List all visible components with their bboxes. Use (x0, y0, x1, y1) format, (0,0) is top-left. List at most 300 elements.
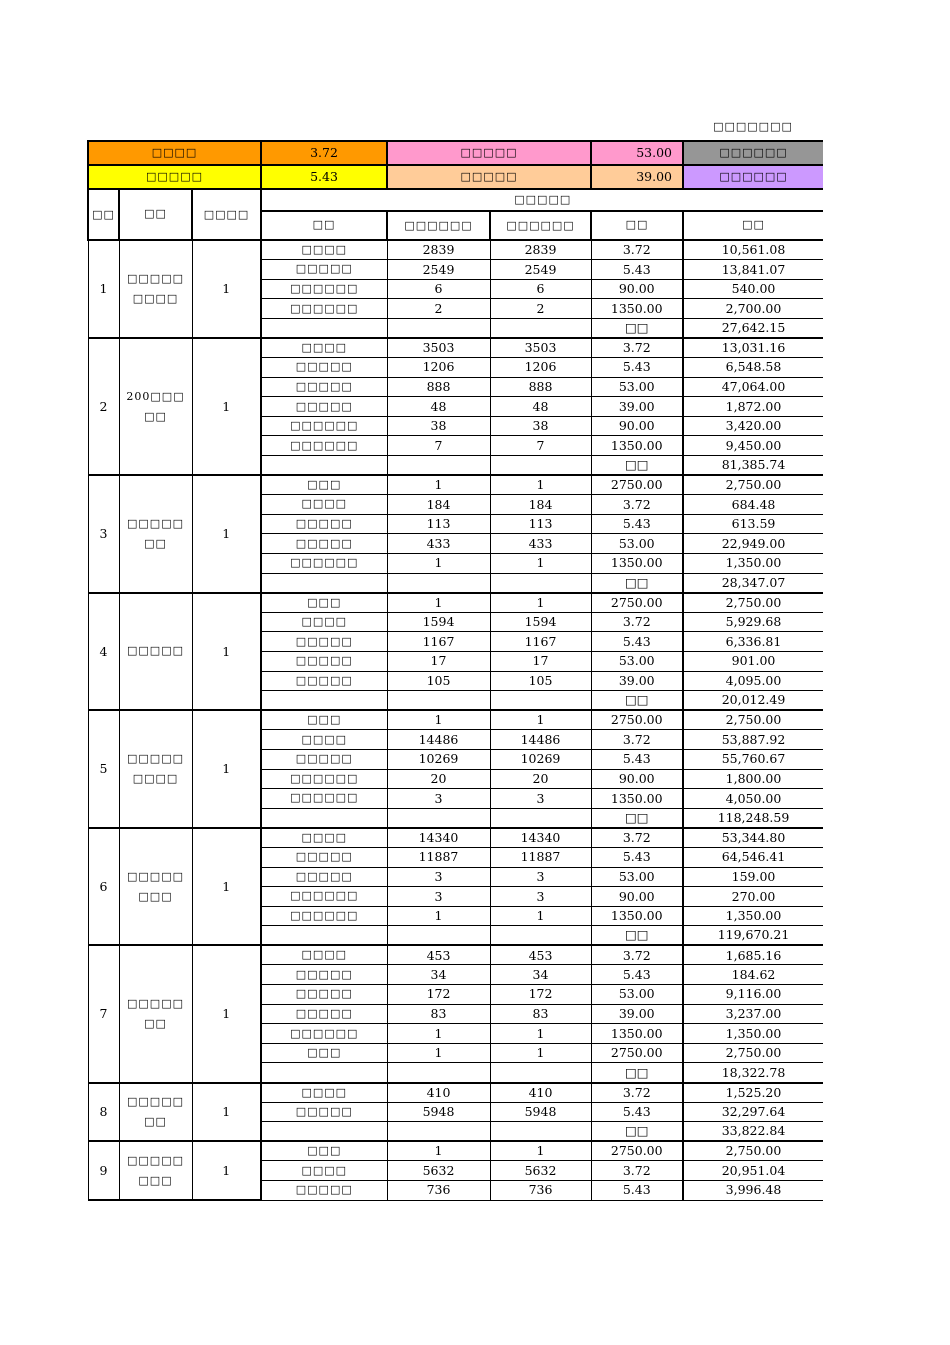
unit-price: 2750.00 (591, 1043, 683, 1063)
item-name (261, 456, 387, 476)
count-a: 7 (387, 436, 490, 456)
count-b: 2549 (490, 260, 591, 280)
unit-price: 5.43 (591, 514, 683, 534)
unit-price: 1350.00 (591, 906, 683, 926)
amount: 22,949.00 (683, 534, 823, 554)
count-b: 5948 (490, 1102, 591, 1122)
count-b (490, 573, 591, 593)
header-qty: □□□□ (192, 189, 261, 240)
item-name: □□□□□□ (261, 299, 387, 319)
amount: 2,700.00 (683, 299, 823, 319)
table-row (88, 338, 823, 358)
count-b: 410 (490, 1083, 591, 1103)
group-qty: 1 (192, 710, 261, 828)
item-name: □□□□□□ (261, 887, 387, 907)
group-qty: 1 (192, 1083, 261, 1142)
header-seq: □□ (88, 189, 119, 240)
unit-price: □□ (591, 1122, 683, 1142)
amount: 47,064.00 (683, 377, 823, 397)
amount: 18,322.78 (683, 1063, 823, 1083)
header-item: □□ (261, 211, 387, 240)
amount: 184.62 (683, 965, 823, 985)
item-name (261, 318, 387, 338)
count-b: 2 (490, 299, 591, 319)
amount: 9,116.00 (683, 985, 823, 1005)
group-qty: 1 (192, 828, 261, 946)
count-b (490, 456, 591, 476)
count-b: 2839 (490, 240, 591, 260)
group-number: 7 (88, 945, 119, 1082)
count-a: 6 (387, 279, 490, 299)
item-name: □□□□□□ (261, 769, 387, 789)
legend-tail: □□□□□□ (683, 165, 823, 189)
count-b: 736 (490, 1181, 591, 1201)
group-name: □□□□□□□□ (119, 1141, 192, 1200)
unit-price: 5.43 (591, 260, 683, 280)
item-name: □□□ (261, 593, 387, 613)
count-b: 10269 (490, 749, 591, 769)
amount: 53,344.80 (683, 828, 823, 848)
amount: 1,800.00 (683, 769, 823, 789)
group-qty: 1 (192, 338, 261, 475)
data-table (87, 140, 823, 1201)
unit-price: □□ (591, 573, 683, 593)
amount: 118,248.59 (683, 808, 823, 828)
item-name: □□□□□ (261, 397, 387, 417)
item-name: □□□□□ (261, 514, 387, 534)
count-b (490, 1122, 591, 1142)
unit-price: □□ (591, 808, 683, 828)
unit-price: 3.72 (591, 612, 683, 632)
count-a: 5632 (387, 1161, 490, 1181)
amount: 10,561.08 (683, 240, 823, 260)
count-a: 105 (387, 671, 490, 691)
count-b: 3 (490, 789, 591, 809)
legend-value: 53.00 (591, 141, 683, 165)
group-number: 1 (88, 240, 119, 338)
amount: 270.00 (683, 887, 823, 907)
count-b: 3 (490, 887, 591, 907)
item-name: □□□□□ (261, 985, 387, 1005)
item-name: □□□□□ (261, 671, 387, 691)
count-a: 736 (387, 1181, 490, 1201)
item-name: □□□□□ (261, 965, 387, 985)
unit-price: 5.43 (591, 749, 683, 769)
amount: 1,350.00 (683, 554, 823, 574)
amount: 9,450.00 (683, 436, 823, 456)
amount: 2,750.00 (683, 710, 823, 730)
count-a: 2 (387, 299, 490, 319)
unit-price: 5.43 (591, 1102, 683, 1122)
count-b: 14340 (490, 828, 591, 848)
count-a: 3 (387, 867, 490, 887)
count-a: 888 (387, 377, 490, 397)
unit-price: 1350.00 (591, 554, 683, 574)
count-a: 2839 (387, 240, 490, 260)
unit-price: □□ (591, 456, 683, 476)
amount: 32,297.64 (683, 1102, 823, 1122)
count-b: 1167 (490, 632, 591, 652)
item-name: □□□□□ (261, 847, 387, 867)
count-b: 83 (490, 1004, 591, 1024)
group-qty: 1 (192, 240, 261, 338)
amount: 159.00 (683, 867, 823, 887)
table-row (88, 710, 823, 730)
unit-price: 5.43 (591, 632, 683, 652)
amount: 119,670.21 (683, 926, 823, 946)
unit-price: 53.00 (591, 534, 683, 554)
item-name: □□□ (261, 475, 387, 495)
group-number: 3 (88, 475, 119, 593)
count-a: 10269 (387, 749, 490, 769)
unit-price: 3.72 (591, 945, 683, 965)
unit-price: □□ (591, 926, 683, 946)
unit-price: □□ (591, 1063, 683, 1083)
count-a: 1 (387, 593, 490, 613)
amount: 1,685.16 (683, 945, 823, 965)
count-a (387, 691, 490, 711)
header-group: □□□□□ (261, 189, 823, 211)
item-name: □□□□□ (261, 1004, 387, 1024)
legend-label: □□□□□ (387, 141, 591, 165)
unit-price: □□ (591, 318, 683, 338)
header-c2: □□□□□□ (490, 211, 591, 240)
table-row (88, 240, 823, 260)
count-b: 17 (490, 651, 591, 671)
unit-price: 2750.00 (591, 710, 683, 730)
amount: 1,872.00 (683, 397, 823, 417)
legend-row (88, 141, 823, 165)
count-b (490, 318, 591, 338)
item-name: □□□□□ (261, 260, 387, 280)
group-number: 6 (88, 828, 119, 946)
count-a: 17 (387, 651, 490, 671)
amount: 55,760.67 (683, 749, 823, 769)
unit-price: 90.00 (591, 416, 683, 436)
table-row (88, 475, 823, 495)
item-name: □□□□□ (261, 651, 387, 671)
count-b: 1594 (490, 612, 591, 632)
count-b (490, 808, 591, 828)
count-b: 11887 (490, 847, 591, 867)
unit-price: 1350.00 (591, 1024, 683, 1044)
item-name: □□□□ (261, 1083, 387, 1103)
group-qty: 1 (192, 1141, 261, 1200)
item-name: □□□□□ (261, 1102, 387, 1122)
amount: 613.59 (683, 514, 823, 534)
top-right-note: □□□□□□□ (713, 120, 793, 133)
count-b: 1 (490, 593, 591, 613)
item-name: □□□□□ (261, 1181, 387, 1201)
unit-price: 3.72 (591, 1083, 683, 1103)
amount: 901.00 (683, 651, 823, 671)
count-a: 1 (387, 554, 490, 574)
count-a: 1 (387, 710, 490, 730)
group-name: □□□□□□□□ (119, 828, 192, 946)
amount: 20,951.04 (683, 1161, 823, 1181)
unit-price: 53.00 (591, 651, 683, 671)
amount: 20,012.49 (683, 691, 823, 711)
header-price: □□ (591, 211, 683, 240)
table-row (88, 1141, 823, 1161)
item-name: □□□□□ (261, 377, 387, 397)
group-qty: 1 (192, 945, 261, 1082)
amount: 27,642.15 (683, 318, 823, 338)
count-b: 7 (490, 436, 591, 456)
group-name: 200□□□□□ (119, 338, 192, 475)
item-name: □□□ (261, 1141, 387, 1161)
count-b (490, 926, 591, 946)
count-a: 113 (387, 514, 490, 534)
count-b: 1206 (490, 358, 591, 378)
count-a: 14340 (387, 828, 490, 848)
item-name: □□□□ (261, 945, 387, 965)
count-a (387, 808, 490, 828)
count-b: 20 (490, 769, 591, 789)
count-a: 20 (387, 769, 490, 789)
spreadsheet (87, 140, 823, 1211)
count-b: 5632 (490, 1161, 591, 1181)
count-a: 3 (387, 887, 490, 907)
unit-price: 5.43 (591, 847, 683, 867)
amount: 2,750.00 (683, 475, 823, 495)
item-name: □□□□ (261, 240, 387, 260)
count-a: 410 (387, 1083, 490, 1103)
header-row (88, 189, 823, 211)
unit-price: 90.00 (591, 887, 683, 907)
item-name: □□□□ (261, 730, 387, 750)
count-b: 1 (490, 1043, 591, 1063)
table-row (88, 828, 823, 848)
unit-price: 53.00 (591, 985, 683, 1005)
count-a: 1 (387, 475, 490, 495)
amount: 540.00 (683, 279, 823, 299)
unit-price: 1350.00 (591, 436, 683, 456)
unit-price: 90.00 (591, 279, 683, 299)
count-a (387, 1122, 490, 1142)
item-name: □□□□□□ (261, 436, 387, 456)
group-name: □□□□□ (119, 593, 192, 711)
unit-price: 3.72 (591, 828, 683, 848)
amount: 13,031.16 (683, 338, 823, 358)
amount: 81,385.74 (683, 456, 823, 476)
count-a: 453 (387, 945, 490, 965)
item-name: □□□□□□ (261, 1024, 387, 1044)
legend-row (88, 165, 823, 189)
amount: 4,050.00 (683, 789, 823, 809)
unit-price: 39.00 (591, 397, 683, 417)
item-name (261, 573, 387, 593)
unit-price: 39.00 (591, 1004, 683, 1024)
count-b: 1 (490, 475, 591, 495)
item-name (261, 1063, 387, 1083)
count-a (387, 1063, 490, 1083)
count-a: 1 (387, 906, 490, 926)
unit-price: 53.00 (591, 377, 683, 397)
unit-price: 2750.00 (591, 1141, 683, 1161)
unit-price: 90.00 (591, 769, 683, 789)
count-b: 172 (490, 985, 591, 1005)
item-name: □□□□ (261, 338, 387, 358)
group-qty: 1 (192, 475, 261, 593)
item-name: □□□□□□ (261, 279, 387, 299)
group-name: □□□□□□□ (119, 475, 192, 593)
count-b: 38 (490, 416, 591, 436)
unit-price: 2750.00 (591, 593, 683, 613)
item-name: □□□□ (261, 495, 387, 515)
count-b (490, 1063, 591, 1083)
header-amount: □□ (683, 211, 823, 240)
count-a (387, 573, 490, 593)
unit-price: 5.43 (591, 1181, 683, 1201)
count-b: 433 (490, 534, 591, 554)
group-number: 5 (88, 710, 119, 828)
count-a: 1 (387, 1141, 490, 1161)
group-number: 4 (88, 593, 119, 711)
count-a: 433 (387, 534, 490, 554)
header-c1: □□□□□□ (387, 211, 490, 240)
count-b: 1 (490, 906, 591, 926)
count-a (387, 318, 490, 338)
amount: 28,347.07 (683, 573, 823, 593)
amount: 33,822.84 (683, 1122, 823, 1142)
table-row (88, 593, 823, 613)
count-b: 1 (490, 1141, 591, 1161)
unit-price: 3.72 (591, 1161, 683, 1181)
group-number: 2 (88, 338, 119, 475)
item-name: □□□ (261, 710, 387, 730)
count-b: 1 (490, 1024, 591, 1044)
amount: 4,095.00 (683, 671, 823, 691)
amount: 13,841.07 (683, 260, 823, 280)
item-name (261, 1122, 387, 1142)
legend-label: □□□□□ (88, 165, 261, 189)
amount: 3,237.00 (683, 1004, 823, 1024)
count-a: 5948 (387, 1102, 490, 1122)
count-b: 1 (490, 710, 591, 730)
unit-price: 3.72 (591, 495, 683, 515)
unit-price: 3.72 (591, 338, 683, 358)
count-a (387, 456, 490, 476)
legend-label: □□□□ (88, 141, 261, 165)
count-b: 3 (490, 867, 591, 887)
unit-price: 5.43 (591, 965, 683, 985)
amount: 1,350.00 (683, 906, 823, 926)
legend-value: 3.72 (261, 141, 387, 165)
unit-price: 39.00 (591, 671, 683, 691)
item-name: □□□□□ (261, 358, 387, 378)
count-b: 453 (490, 945, 591, 965)
item-name: □□□□□ (261, 867, 387, 887)
item-name (261, 926, 387, 946)
count-a: 172 (387, 985, 490, 1005)
count-a: 2549 (387, 260, 490, 280)
count-a: 184 (387, 495, 490, 515)
item-name: □□□□□ (261, 534, 387, 554)
item-name: □□□□□ (261, 632, 387, 652)
count-a: 1167 (387, 632, 490, 652)
item-name: □□□□□ (261, 749, 387, 769)
amount: 64,546.41 (683, 847, 823, 867)
amount: 684.48 (683, 495, 823, 515)
legend-tail: □□□□□□ (683, 141, 823, 165)
count-a: 3 (387, 789, 490, 809)
amount: 3,420.00 (683, 416, 823, 436)
amount: 2,750.00 (683, 593, 823, 613)
count-a: 83 (387, 1004, 490, 1024)
count-a: 34 (387, 965, 490, 985)
table-row (88, 1083, 823, 1103)
unit-price: 2750.00 (591, 475, 683, 495)
amount: 5,929.68 (683, 612, 823, 632)
item-name: □□□ (261, 1043, 387, 1063)
count-a: 1594 (387, 612, 490, 632)
count-a: 3503 (387, 338, 490, 358)
group-number: 8 (88, 1083, 119, 1142)
group-number: 9 (88, 1141, 119, 1200)
count-b: 1 (490, 554, 591, 574)
count-a: 11887 (387, 847, 490, 867)
group-name: □□□□□□□ (119, 1083, 192, 1142)
amount: 6,548.58 (683, 358, 823, 378)
group-name: □□□□□□□□□ (119, 710, 192, 828)
amount: 1,525.20 (683, 1083, 823, 1103)
item-name: □□□□□□ (261, 789, 387, 809)
unit-price: □□ (591, 691, 683, 711)
count-b: 888 (490, 377, 591, 397)
group-name: □□□□□□□□□ (119, 240, 192, 338)
item-name (261, 808, 387, 828)
amount: 53,887.92 (683, 730, 823, 750)
item-name: □□□□□□ (261, 416, 387, 436)
item-name: □□□□ (261, 1161, 387, 1181)
count-b: 14486 (490, 730, 591, 750)
unit-price: 3.72 (591, 730, 683, 750)
unit-price: 53.00 (591, 867, 683, 887)
unit-price: 3.72 (591, 240, 683, 260)
legend-value: 39.00 (591, 165, 683, 189)
count-a: 1 (387, 1043, 490, 1063)
table-row (88, 945, 823, 965)
count-a (387, 926, 490, 946)
item-name: □□□□ (261, 612, 387, 632)
group-qty: 1 (192, 593, 261, 711)
count-b (490, 691, 591, 711)
count-b: 34 (490, 965, 591, 985)
count-a: 38 (387, 416, 490, 436)
item-name: □□□□□□ (261, 906, 387, 926)
count-b: 113 (490, 514, 591, 534)
count-b: 3503 (490, 338, 591, 358)
header-name: □□ (119, 189, 192, 240)
unit-price: 1350.00 (591, 299, 683, 319)
amount: 2,750.00 (683, 1043, 823, 1063)
count-b: 6 (490, 279, 591, 299)
count-a: 14486 (387, 730, 490, 750)
item-name: □□□□ (261, 828, 387, 848)
count-b: 105 (490, 671, 591, 691)
unit-price: 5.43 (591, 358, 683, 378)
unit-price: 1350.00 (591, 789, 683, 809)
count-b: 184 (490, 495, 591, 515)
amount: 6,336.81 (683, 632, 823, 652)
item-name (261, 691, 387, 711)
group-name: □□□□□□□ (119, 945, 192, 1082)
legend-label: □□□□□ (387, 165, 591, 189)
amount: 3,996.48 (683, 1181, 823, 1201)
item-name: □□□□□□ (261, 554, 387, 574)
count-b: 48 (490, 397, 591, 417)
